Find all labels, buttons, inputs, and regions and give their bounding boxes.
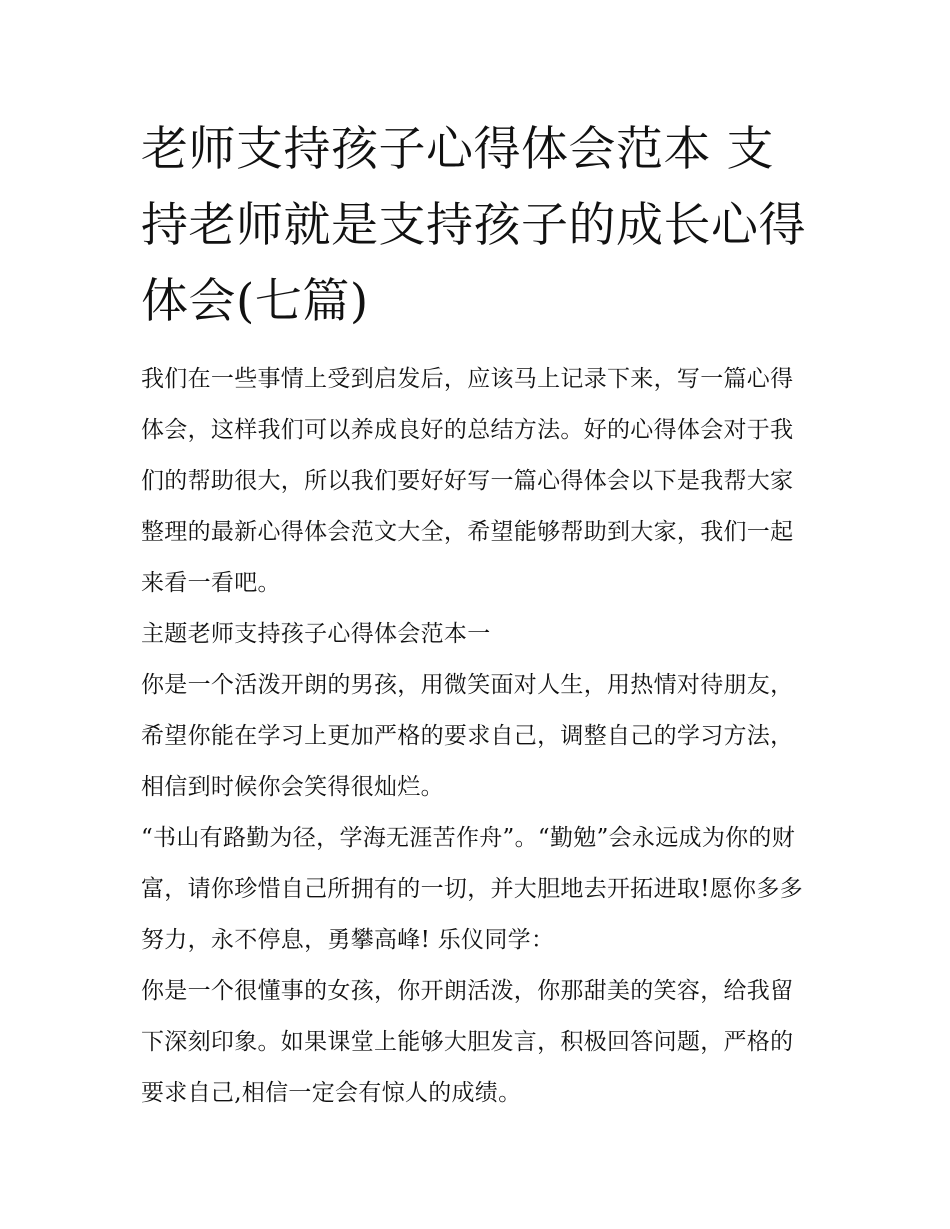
document-body xyxy=(141,354,813,1119)
document-content xyxy=(141,112,813,1119)
body-paragraph: 你是一个很懂事的女孩，你开朗活泼，你那甜美的笑容，给我留下深刻印象。如果课堂上能够大胆发言，积极回答问题，严格的要求自己,相信一定会有惊人的成绩。 xyxy=(141,978,794,1106)
section-heading: 主题老师支持孩子心得体会范本一 xyxy=(141,621,491,647)
body-paragraph: 你是一个活泼开朗的男孩，用微笑面对人生，用热情对待朋友，希望你能在学习上更加严格的要求自己，调整自己的学习方法，相信到时候你会笑得很灿烂。 xyxy=(141,672,794,800)
document-title: 老师支持孩子心得体会范本 支持老师就是支持孩子的成长心得体会(七篇) xyxy=(141,122,806,329)
body-paragraph: “书山有路勤为径，学海无涯苦作舟”。“勤勉”会永远成为你的财富，请你珍惜自己所拥有的一切，并大胆地去开拓进取!愿你多多努力，永不停息，勇攀高峰! 乐仪同学： xyxy=(141,825,803,953)
intro-paragraph: 我们在一些事情上受到启发后，应该马上记录下来，写一篇心得体会，这样我们可以养成良好的总结方法。好的心得体会对于我们的帮助很大，所以我们要好好写一篇心得体会以下是我帮大家整理的最新心得体会范文大全，希望能够帮助到大家，我们一起来看一看吧。 xyxy=(141,366,794,596)
